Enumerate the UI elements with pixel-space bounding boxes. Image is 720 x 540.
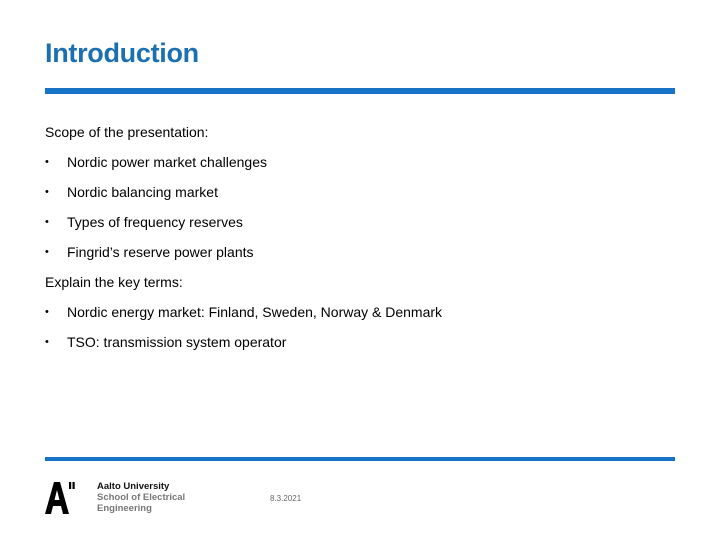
key-terms-bullet-list	[45, 304, 675, 351]
footer-rule	[45, 457, 675, 461]
title-underline	[45, 88, 675, 94]
bullet-icon: •	[45, 246, 49, 258]
list-item	[45, 334, 675, 351]
logo-text-line: Aalto University	[97, 481, 170, 492]
scope-bullet-list	[45, 154, 675, 261]
list-item	[45, 184, 675, 201]
slide-title: Introduction	[45, 38, 199, 68]
list-item	[45, 304, 675, 321]
bullet-icon: •	[45, 156, 49, 168]
section-heading-key-terms: Explain the key terms:	[45, 274, 183, 290]
logo-text-line: School of Electrical	[97, 492, 186, 503]
footer-date: 8.3.2021	[270, 494, 302, 503]
section-heading-scope: Scope of the presentation:	[45, 124, 209, 140]
list-item	[45, 214, 675, 231]
list-item-text: Nordic energy market: Finland, Sweden, Norway & Denmark	[67, 304, 443, 320]
slide-body	[45, 124, 675, 351]
bullet-icon: •	[45, 306, 49, 318]
list-item-text: Fingrid’s reserve power plants	[67, 244, 254, 260]
aalto-logo-icon	[45, 480, 75, 514]
list-item-text: Nordic power market challenges	[67, 154, 267, 170]
bullet-icon: •	[45, 216, 49, 228]
aalto-logo-wordmark	[97, 481, 185, 514]
list-item-text: TSO: transmission system operator	[67, 334, 287, 350]
list-item	[45, 244, 675, 261]
list-item	[45, 154, 675, 171]
logo-text-line: Engineering	[97, 503, 152, 514]
list-item-text: Nordic balancing market	[67, 184, 218, 200]
bullet-icon: •	[45, 186, 49, 198]
list-item-text: Types of frequency reserves	[67, 214, 243, 230]
bullet-icon: •	[45, 336, 49, 348]
